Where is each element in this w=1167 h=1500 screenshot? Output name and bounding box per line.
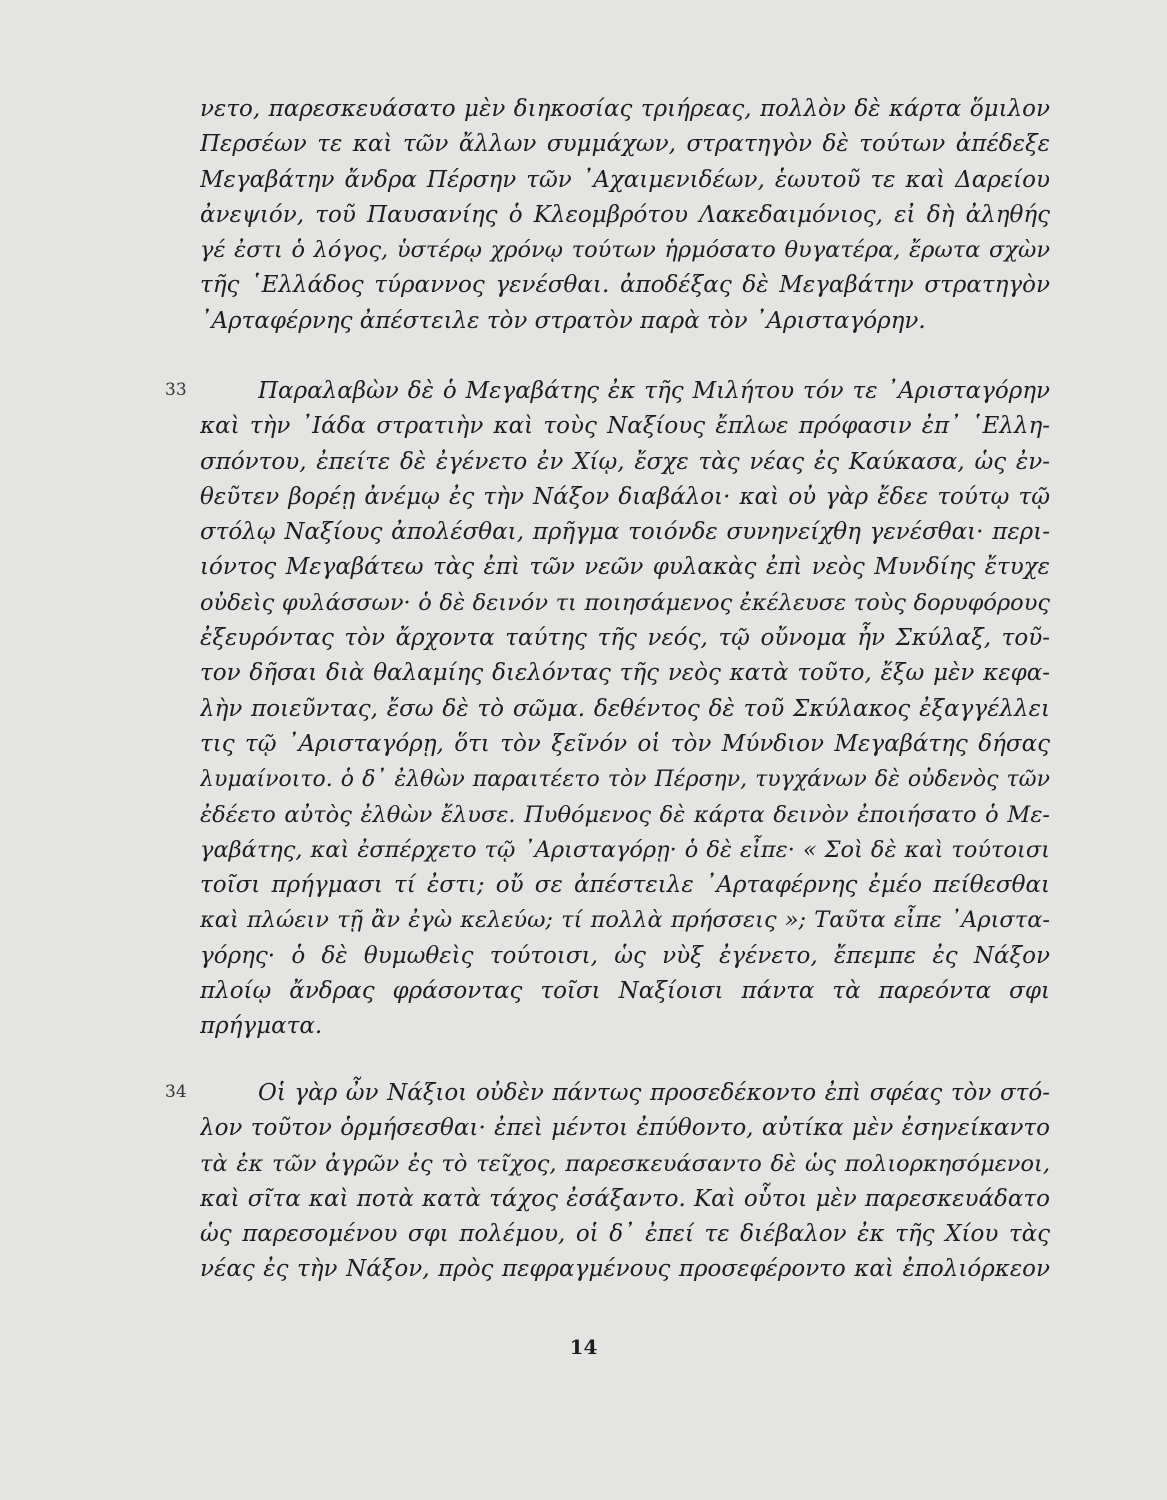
text-line: ᾿Αρταφέρνης ἀπέστειλε τὸν στρατὸν παρὰ τὸν ᾿Αρισταγόρην. [200,307,926,334]
text-line: γέ ἐστι ὁ λόγος, ὑστέρῳ χρόνῳ τούτων ἡρμόσατο θυγατέρα, ἔρωτα σχὼν [200,237,1050,264]
text-line: Περσέων τε καὶ τῶν ἄλλων συμμάχων, στρατηγὸν δὲ τούτων ἀπέδεξε [200,131,1050,158]
text-line: νετο, παρεσκευάσατο μὲν διηκοσίας τριήρεας, πολλὸν δὲ κάρτα ὅμιλον [200,96,1050,122]
text-line: σπόντου, ἐπείτε δὲ ἐγένετο ἐν Χίῳ, ἔσχε τὰς νέας ἐς Καύκασα, ὡς ἐν- [200,448,1050,475]
text-line: Παραλαβὼν δὲ ὁ Μεγαβάτης ἐκ τῆς Μιλήτου τόν τε ᾿Αρισταγόρην [258,378,1050,404]
text-line: οὐδεὶς φυλάσσων· ὁ δὲ δεινόν τι ποιησάμενος ἐκέλευσε τοὺς δορυφόρους [200,589,1050,616]
text-line: ἀνεψιόν, τοῦ Παυσανίης ὁ Κλεομβρότου Λακεδαιμόνιος, εἰ δὴ ἀληθής [200,201,1050,228]
text-line: στόλῳ Ναξίους ἀπολέσθαι, πρῆγμα τοιόνδε συνηνείχθη γενέσθαι· περι- [200,519,1050,546]
text-line: καὶ σῖτα καὶ ποτὰ κατὰ τάχος ἐσάξαντο. Καὶ οὗτοι μὲν παρεσκευάδατο [200,1185,1050,1212]
text-line: καὶ τὴν ᾿Ιάδα στρατιὴν καὶ τοὺς Ναξίους ἔπλωε πρόφασιν ἐπ᾿ ῾Ελλη- [200,413,1050,440]
paragraph-continued [200,92,1050,339]
text-line: τῆς ῾Ελλάδος τύραννος γενέσθαι. ἀποδέξας δὲ Μεγαβάτην στρατηγὸν [200,272,1050,299]
text-line: τὰ ἐκ τῶν ἀγρῶν ἐς τὸ τεῖχος, παρεσκευάσαντο δὲ ὡς πολιορκησόμενοι, [200,1150,1050,1177]
text-line: Μεγαβάτην ἄνδρα Πέρσην τῶν ᾿Αχαιμενιδέων, ἑωυτοῦ τε καὶ Δαρείου [200,166,1050,193]
text-line: καὶ πλώειν τῇ ἂν ἐγὼ κελεύω; τί πολλὰ πρήσσεις »; Ταῦτα εἶπε ᾿Αριστα- [200,907,1050,934]
text-line: πρήγματα. [200,1013,323,1040]
text-line: ἐξευρόντας τὸν ἄρχοντα ταύτης τῆς νεός, τῷ οὔνομα ἦν Σκύλαξ, τοῦ- [200,625,1050,652]
text-line: λον τοῦτον ὁρμήσεσθαι· ἐπεὶ μέντοι ἐπύθοντο, αὐτίκα μὲν ἐσηνείκαντο [200,1115,1050,1142]
text-line: θεῦτεν βορέῃ ἀνέμῳ ἐς τὴν Νάξον διαβάλοι· καὶ οὐ γὰρ ἔδεε τούτῳ τῷ [200,483,1050,510]
text-line: νέας ἐς τὴν Νάξον, πρὸς πεφραγμένους προσεφέροντο καὶ ἐπολιόρκεον [200,1256,1050,1283]
text-line: λυμαίνοιτο. ὁ δ᾿ ἐλθὼν παραιτέετο τὸν Πέρσην, τυγχάνων δὲ οὐδενὸς τῶν [200,767,1050,793]
text-line: ἐδέετο αὐτὸς ἐλθὼν ἔλυσε. Πυθόμενος δὲ κάρτα δεινὸν ἐποιήσατο ὁ Με- [200,801,1050,828]
section-number: 33 [165,380,187,400]
text-line: ὡς παρεσομένου σφι πολέμου, οἱ δ᾿ ἐπεί τε διέβαλον ἐκ τῆς Χίου τὰς [200,1221,1050,1248]
page-number: 14 [569,1335,598,1359]
section-number: 34 [165,1082,187,1102]
text-line: Οἱ γὰρ ὦν Νάξιοι οὐδὲν πάντως προσεδέκοντο ἐπὶ σφέας τὸν στό- [258,1080,1050,1106]
text-line: πλοίῳ ἄνδρας φράσοντας τοῖσι Ναξίοισι πάντα τὰ παρεόντα σφι [200,978,1050,1005]
text-line: λὴν ποιεῦντας, ἔσω δὲ τὸ σῶμα. δεθέντος δὲ τοῦ Σκύλακος ἐξαγγέλλει [200,695,1050,722]
text-line: ιόντος Μεγαβάτεω τὰς ἐπὶ τῶν νεῶν φυλακὰς ἐπὶ νεὸς Μυνδίης ἔτυχε [200,554,1050,581]
paragraph-34 [200,1076,1050,1288]
text-line: τις τῷ ᾿Αρισταγόρῃ, ὅτι τὸν ξεῖνόν οἱ τὸν Μύνδιον Μεγαβάτης δήσας [200,730,1050,757]
paragraph-33 [200,374,1050,1045]
text-line: τον δῆσαι διὰ θαλαμίης διελόντας τῆς νεὸς κατὰ τοῦτο, ἔξω μὲν κεφα- [200,660,1050,687]
text-line: τοῖσι πρήγμασι τί ἐστι; οὔ σε ἀπέστειλε ᾿Αρταφέρνης ἐμέο πείθεσθαι [200,872,1050,899]
text-line: γόρης· ὁ δὲ θυμωθεὶς τούτοισι, ὡς νὺξ ἐγένετο, ἔπεμπε ἐς Νάξον [200,942,1050,969]
text-line: γαβάτης, καὶ ἐσπέρχετο τῷ ᾿Αρισταγόρῃ· ὁ δὲ εἶπε· « Σοὶ δὲ καὶ τούτοισι [200,836,1050,863]
